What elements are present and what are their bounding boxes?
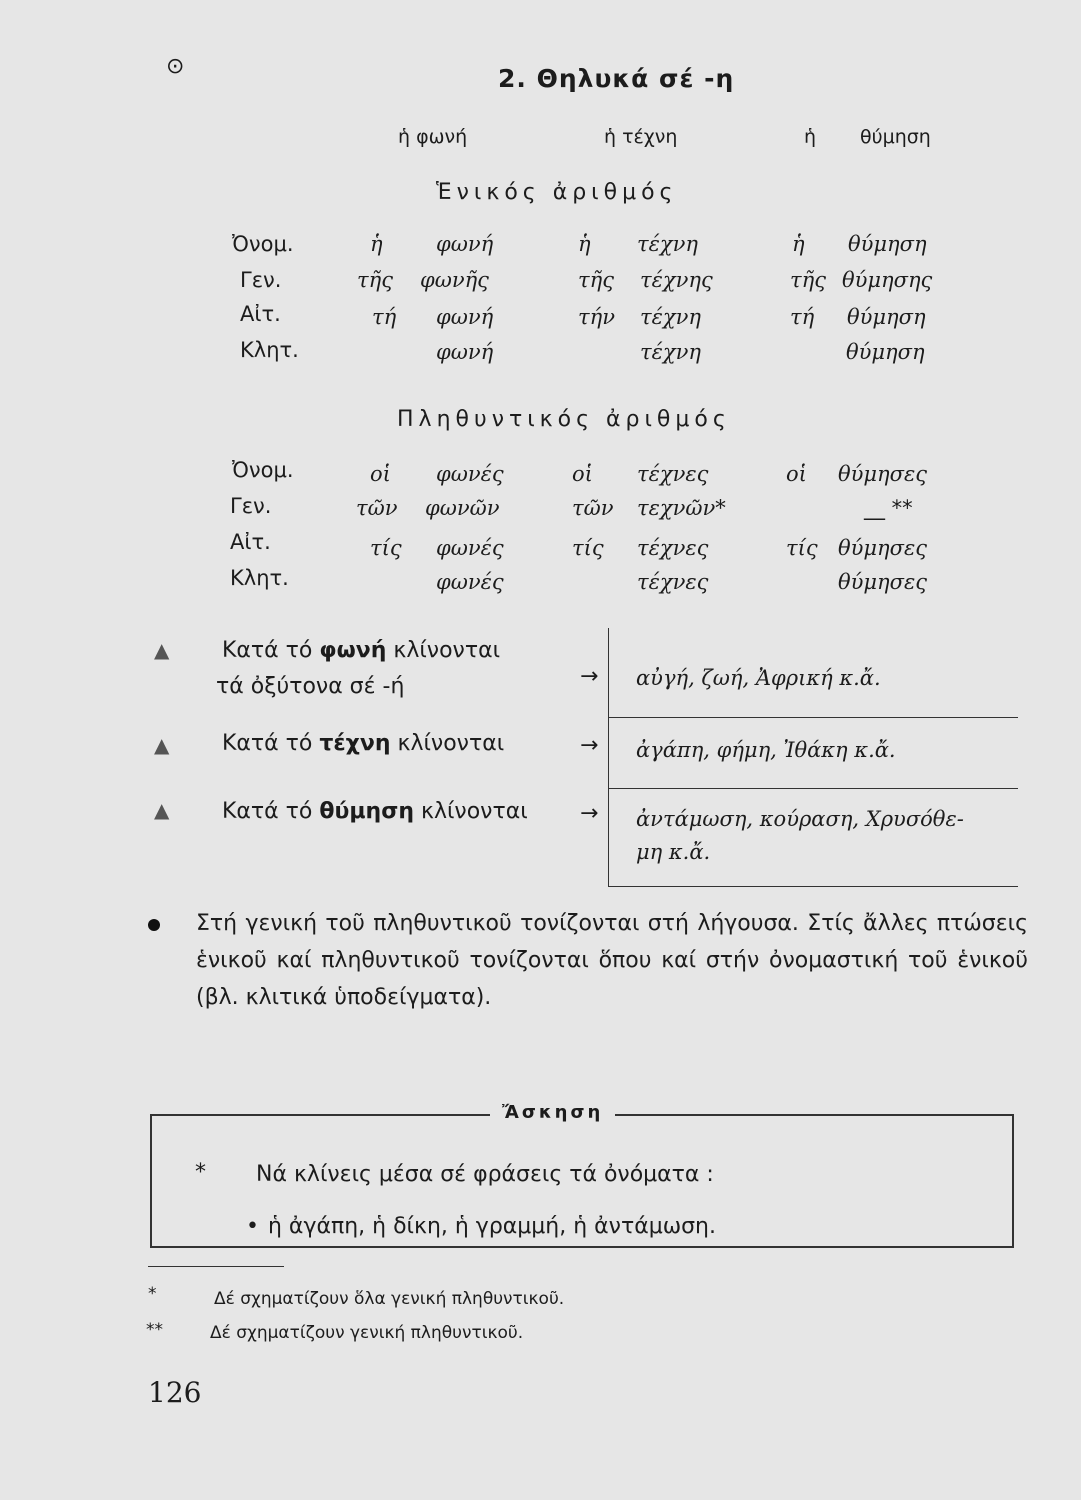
arrow-icon: → <box>580 801 599 826</box>
article: τῆς <box>357 268 393 292</box>
header-word-thymisi: θύμηση <box>860 126 931 148</box>
article: ἡ <box>792 232 805 256</box>
rule-examples: αὐγή, ζωή, Ἀφρική κ.ἄ. <box>636 666 881 690</box>
case-label: Κλητ. <box>230 566 289 590</box>
footnote-separator <box>148 1266 284 1267</box>
rule-prefix: Κατά τό <box>222 799 313 824</box>
noun-form: φωνές <box>436 570 504 594</box>
article: τή <box>790 305 815 329</box>
page-title: 2. Θηλυκά σέ -η <box>498 64 735 93</box>
case-label: Ὀνομ. <box>232 458 294 482</box>
rule-line2: τά ὀξύτονα σέ -ή <box>216 674 405 699</box>
article: οἱ <box>786 462 807 486</box>
noun-form: φωνή <box>436 340 494 364</box>
rule-model-word: τέχνη <box>319 731 391 756</box>
article: τῶν <box>572 496 614 520</box>
header-word-techni: ἡ τέχνη <box>604 126 678 148</box>
article: τήν <box>578 305 615 329</box>
header-word-phoni: ἡ φωνή <box>398 126 468 148</box>
rule-text <box>222 731 504 756</box>
article: τῆς <box>578 268 614 292</box>
triangle-icon: ▲ <box>154 798 170 822</box>
noun-form: φωνή <box>436 232 494 256</box>
case-label: Γεν. <box>230 494 272 518</box>
noun-form: θύμησης <box>842 268 933 292</box>
rule-model-word: φωνή <box>319 638 387 663</box>
article: ἡ <box>578 232 591 256</box>
exercise-title: Ἄσκηση <box>490 1102 615 1123</box>
accent-note-text: Στή γενική τοῦ πληθυντικοῦ τονίζονται στή λήγουσα. Στίς ἄλλες πτώσεις ἑνικοῦ καί πληθυντικοῦ τονίζονται ὅπου καί στήν ὀνομαστική τοῦ ἑνικοῦ (βλ. κλιτικά ὑποδείγματα). <box>196 911 1028 1010</box>
noun-form: θύμησες <box>838 462 928 486</box>
article: τῶν <box>356 496 398 520</box>
noun-form: θύμηση <box>848 232 927 256</box>
noun-form: τέχνης <box>640 268 713 292</box>
singular-heading: Ἑνικός ἀριθμός <box>436 180 678 205</box>
article: οἱ <box>370 462 391 486</box>
article: τίς <box>572 536 604 560</box>
noun-form: τέχνη <box>640 305 701 329</box>
bullet-icon <box>148 919 160 931</box>
rule-text <box>222 799 528 824</box>
rule-suffix: κλίνονται <box>397 731 505 756</box>
triangle-icon: ▲ <box>154 638 170 662</box>
article: τίς <box>370 536 402 560</box>
case-label: Γεν. <box>240 268 282 292</box>
arrow-icon: → <box>580 664 599 689</box>
article: τή <box>372 305 397 329</box>
noun-form: τέχνη <box>640 340 701 364</box>
page-number: 126 <box>148 1376 202 1409</box>
noun-form: θύμηση <box>847 305 926 329</box>
rules-divider <box>608 886 1018 887</box>
rule-text <box>222 638 500 663</box>
noun-form: θύμησες <box>838 536 928 560</box>
article: ἡ <box>370 232 383 256</box>
rule-prefix: Κατά τό <box>222 731 313 756</box>
footnote-text: Δέ σχηματίζουν ὅλα γενική πληθυντικοῦ. <box>214 1289 565 1309</box>
noun-form: τέχνη <box>637 232 698 256</box>
triangle-icon: ▲ <box>154 733 170 757</box>
rule-examples: ἀγάπη, φήμη, Ἰθάκη κ.ἄ. <box>636 738 896 762</box>
corner-symbol: ⊙ <box>166 54 185 79</box>
plural-heading: Πληθυντικός ἀριθμός <box>397 407 731 432</box>
exercise-words: ἡ ἀγάπη, ἡ δίκη, ἡ γραμμή, ἡ ἀντάμωση. <box>268 1214 716 1239</box>
noun-form: __ ** <box>864 496 913 520</box>
case-label: Κλητ. <box>240 338 299 362</box>
rules-divider <box>608 717 1018 718</box>
noun-form: φωνῶν <box>425 496 500 520</box>
accent-note <box>148 905 1028 1016</box>
case-label: Αἰτ. <box>240 302 281 326</box>
noun-form: φωνῆς <box>420 268 489 292</box>
header-word-article: ἡ <box>804 126 817 148</box>
rule-examples-continued: μη κ.ἄ. <box>636 840 711 864</box>
rule-suffix: κλίνονται <box>393 638 501 663</box>
noun-form: τέχνες <box>637 462 709 486</box>
rules-vertical-divider <box>608 628 609 886</box>
noun-form: φωνή <box>436 305 494 329</box>
footnote-mark: ** <box>146 1320 163 1340</box>
exercise-instruction: Νά κλίνεις μέσα σέ φράσεις τά ὀνόματα : <box>256 1162 714 1187</box>
case-label: Ὀνομ. <box>232 232 294 256</box>
noun-form: θύμηση <box>846 340 925 364</box>
noun-form: τέχνες <box>637 536 709 560</box>
noun-form: θύμησες <box>838 570 928 594</box>
noun-form: φωνές <box>436 536 504 560</box>
arrow-icon: → <box>580 733 599 758</box>
rule-examples: ἀντάμωση, κούραση, Χρυσόθε- <box>636 807 964 831</box>
noun-form: φωνές <box>436 462 504 486</box>
case-label: Αἰτ. <box>230 530 271 554</box>
footnote-text: Δέ σχηματίζουν γενική πληθυντικοῦ. <box>210 1323 524 1343</box>
article: τίς <box>786 536 818 560</box>
article: τῆς <box>790 268 826 292</box>
rules-divider <box>608 788 1018 789</box>
dot-icon: • <box>246 1214 259 1239</box>
article: οἱ <box>572 462 593 486</box>
noun-form: τέχνες <box>637 570 709 594</box>
rule-model-word: θύμηση <box>319 799 414 824</box>
star-icon: * <box>195 1160 206 1185</box>
rule-prefix: Κατά τό <box>222 638 313 663</box>
footnote-mark: * <box>148 1284 157 1304</box>
noun-form: τεχνῶν* <box>637 496 726 520</box>
rule-suffix: κλίνονται <box>421 799 528 824</box>
